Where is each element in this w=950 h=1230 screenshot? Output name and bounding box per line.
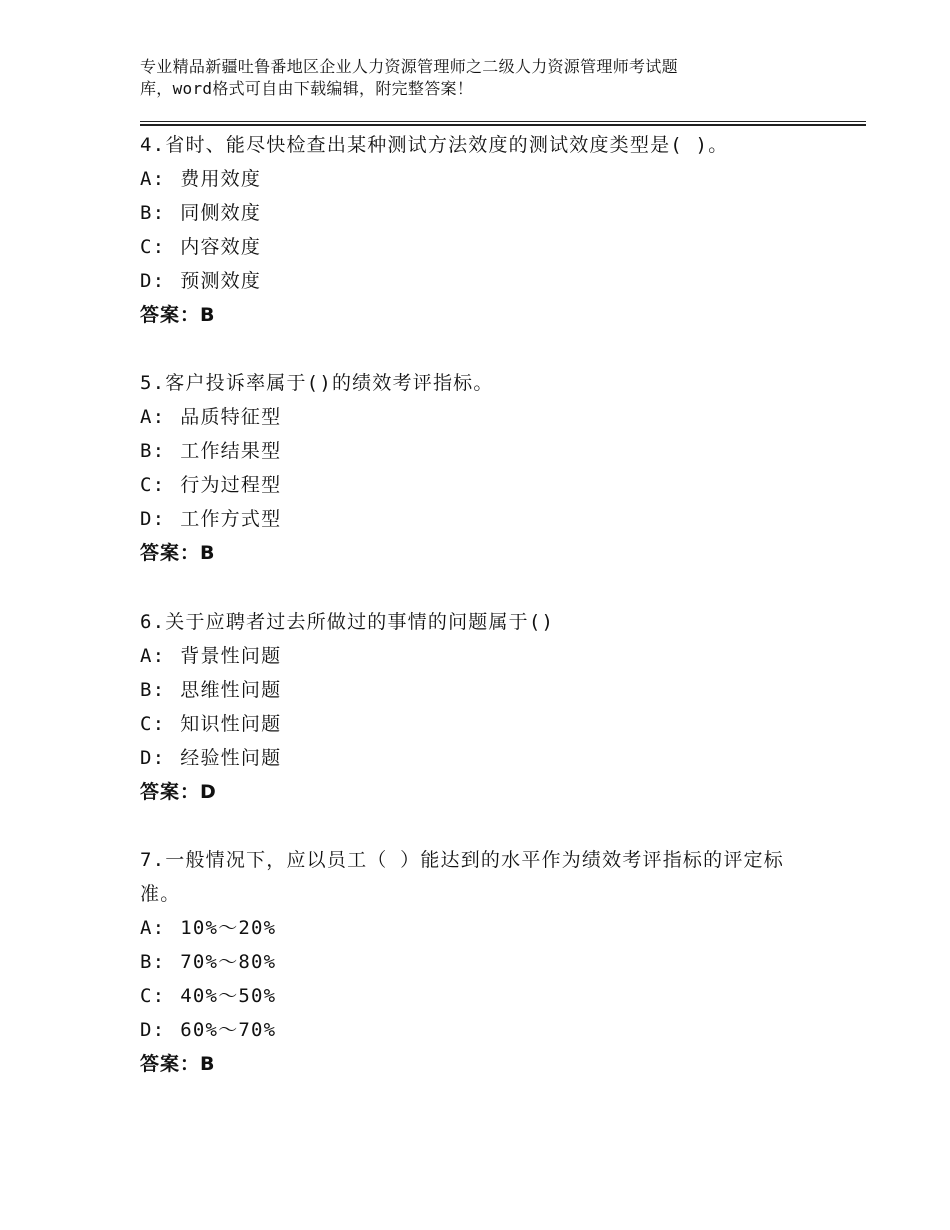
option-a	[140, 911, 820, 945]
question-stem: 6.关于应聘者过去所做过的事情的问题属于()	[140, 611, 555, 633]
option-c	[140, 468, 820, 502]
option-text: 60%～70%	[180, 1019, 277, 1041]
option-d	[140, 502, 820, 536]
option-text: 70%～80%	[180, 951, 277, 973]
option-c	[140, 979, 820, 1013]
question-block	[140, 605, 820, 809]
option-key: B:	[140, 440, 166, 462]
option-text: 思维性问题	[180, 679, 282, 701]
option-key: D:	[140, 1019, 166, 1041]
option-key: C:	[140, 985, 166, 1007]
option-text: 工作方式型	[180, 508, 282, 530]
header-divider-thin	[140, 121, 866, 122]
option-key: A:	[140, 406, 166, 428]
option-key: B:	[140, 202, 166, 224]
option-key: D:	[140, 508, 166, 530]
option-key: B:	[140, 679, 166, 701]
document-header	[140, 56, 820, 100]
answer-label: 答案：D	[140, 781, 217, 803]
option-text: 品质特征型	[180, 406, 282, 428]
option-text: 经验性问题	[180, 747, 282, 769]
option-text: 预测效度	[180, 270, 262, 292]
option-b	[140, 196, 820, 230]
option-b	[140, 434, 820, 468]
question-block	[140, 366, 820, 570]
option-a	[140, 639, 820, 673]
option-text: 工作结果型	[180, 440, 282, 462]
option-key: A:	[140, 168, 166, 190]
option-text: 内容效度	[180, 236, 262, 258]
option-text: 40%～50%	[180, 985, 277, 1007]
option-key: B:	[140, 951, 166, 973]
option-a	[140, 400, 820, 434]
option-c	[140, 707, 820, 741]
option-text: 行为过程型	[180, 474, 282, 496]
option-d	[140, 1013, 820, 1047]
option-a	[140, 162, 820, 196]
question-block	[140, 128, 820, 332]
option-text: 同侧效度	[180, 202, 262, 224]
header-title-line-2: 库，word格式可自由下载编辑，附完整答案！	[140, 79, 474, 98]
option-key: A:	[140, 645, 166, 667]
option-key: D:	[140, 270, 166, 292]
option-d	[140, 264, 820, 298]
question-block	[140, 843, 820, 1081]
question-stem: 5.客户投诉率属于()的绩效考评指标。	[140, 372, 494, 394]
option-c	[140, 230, 820, 264]
option-key: C:	[140, 236, 166, 258]
option-key: A:	[140, 917, 166, 939]
option-b	[140, 673, 820, 707]
question-stem: 4.省时、能尽快检查出某种测试方法效度的测试效度类型是( )。	[140, 134, 729, 156]
option-key: C:	[140, 474, 166, 496]
header-divider-thick	[140, 124, 866, 126]
answer-label: 答案：B	[140, 304, 216, 326]
option-text: 背景性问题	[180, 645, 282, 667]
option-text: 知识性问题	[180, 713, 282, 735]
answer-label: 答案：B	[140, 542, 216, 564]
option-d	[140, 741, 820, 775]
option-b	[140, 945, 820, 979]
option-text: 10%～20%	[180, 917, 277, 939]
option-key: D:	[140, 747, 166, 769]
answer-label: 答案：B	[140, 1053, 216, 1075]
header-title-line-1: 专业精品新疆吐鲁番地区企业人力资源管理师之二级人力资源管理师考试题	[140, 57, 678, 76]
question-stem: 7.一般情况下，应以员工（ ）能达到的水平作为绩效考评指标的评定标准。	[140, 849, 784, 905]
option-key: C:	[140, 713, 166, 735]
option-text: 费用效度	[180, 168, 262, 190]
